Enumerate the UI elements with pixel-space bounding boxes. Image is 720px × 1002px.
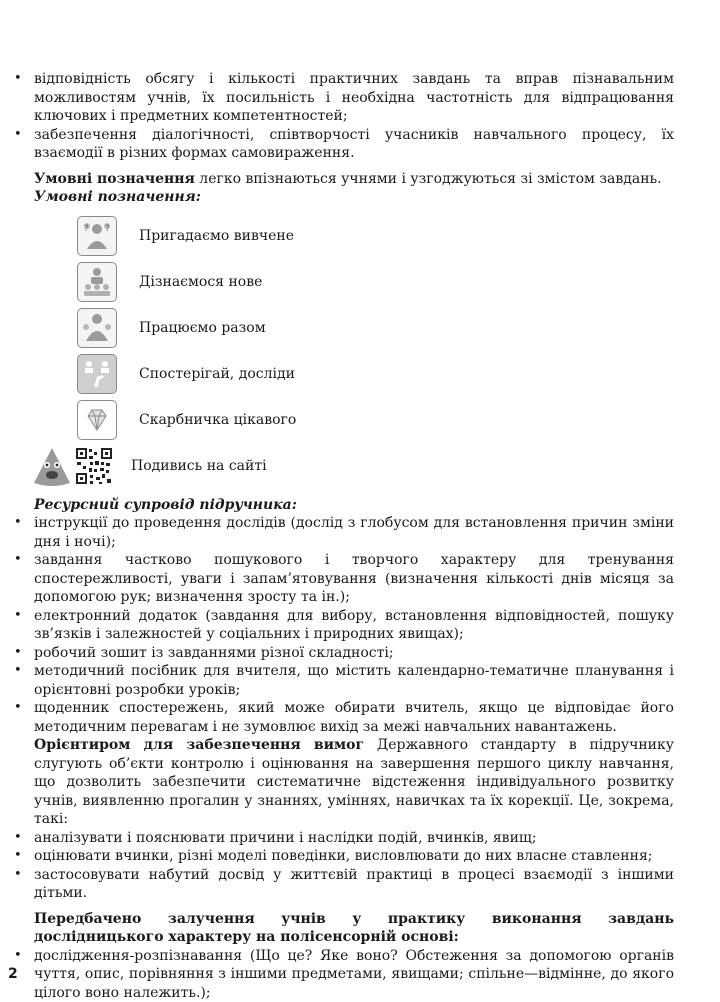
observe-icon bbox=[77, 354, 117, 394]
legend-label: Спостерігай, досліди bbox=[139, 366, 295, 382]
legend-title: Умовні позначення: bbox=[0, 188, 720, 207]
qr-code-icon bbox=[75, 447, 113, 485]
bullet-item: • щоденник спостережень, який може обирати вчитель, якщо це відповідає його методичним перевагам і не зумовлює вихід за межі навчальних навантажень. bbox=[0, 699, 720, 736]
orientation-rest: Державного стандарту в підручнику слугують об’єкти контролю і оцінювання на завершення першого циклу навчання, що дозволить забезпечити систематичне відстеження індивідуального розвитку учнів, виявленню прогалин у знаннях, уміннях, навичках та їх корекції. Це, зокрема, такі: bbox=[34, 737, 674, 827]
orientation-paragraph bbox=[0, 736, 720, 829]
bullet-item: • методичний посібник для вчителя, що містить календарно-тематичне планування і орієнтовні розробки уроків; bbox=[0, 662, 720, 699]
svg-text:?: ? bbox=[105, 224, 110, 234]
bullet-item: • завдання частково пошукового і творчого характеру для тренування спостережливості, уваги і запам’ятовування (визначення кількості днів місяця за допомогою рук; визначення зросту та ін.); bbox=[0, 551, 720, 607]
legend-intro-rest: легко впізнаються учнями і узгоджуються зі змістом завдань. bbox=[195, 171, 662, 187]
legend-label: Подивись на сайті bbox=[131, 458, 267, 474]
legend-list bbox=[77, 213, 720, 489]
bullet-item: • застосовувати набутий досвід у життєвій практиці в процесі взаємодії з іншими дітьми. bbox=[0, 866, 720, 903]
bullet-item: • дослідження-розпізнавання (Що це? Яке воно? Обстеження за допомогою органів чуття, опис, порівняння з іншими предметами, явищами; спільне—відмінне, до якого цілого воно належить.); bbox=[0, 947, 720, 1002]
bullet-item: • аналізувати і пояснювати причини і наслідки подій, вчинків, явищ; bbox=[0, 829, 720, 848]
bullet-item: • забезпечення діалогічності, співтворчості учасників навчального процесу, їх взаємодії в різних формах самовираження. bbox=[0, 126, 720, 163]
mascot-icon bbox=[31, 445, 73, 487]
legend-item-learn-new bbox=[77, 259, 720, 305]
diamond-icon bbox=[77, 400, 117, 440]
legend-label: Дізнаємося нове bbox=[139, 274, 262, 290]
legend-label: Скарбничка цікавого bbox=[139, 412, 296, 428]
bullet-item: • оцінювати вчинки, різні моделі поведінки, висловлювати до них власне ставлення; bbox=[0, 847, 720, 866]
orientation-bold: Орієнтиром для забезпечення вимог bbox=[34, 737, 364, 753]
recall-icon bbox=[77, 216, 117, 256]
legend-label: Працюємо разом bbox=[139, 320, 266, 336]
bullet-item: • відповідність обсягу і кількості практичних завдань та вправ пізнавальним можливостям учнів, їх посильність і необхідна частотність для відпрацювання ключових і предметних компетентностей; bbox=[0, 70, 720, 126]
learn-new-icon bbox=[77, 262, 117, 302]
bullet-item: • робочий зошит із завданнями різної складності; bbox=[0, 644, 720, 663]
resources-heading: Ресурсний супровід підручника: bbox=[0, 496, 720, 515]
page-number: 2 bbox=[8, 966, 18, 982]
legend-item-treasury bbox=[77, 397, 720, 443]
bullet-item: • інструкції до проведення дослідів (дослід з глобусом для встановлення причин зміни дня і ночі); bbox=[0, 514, 720, 551]
legend-item-work-together bbox=[77, 305, 720, 351]
svg-text:?: ? bbox=[84, 224, 89, 234]
legend-intro-bold: Умовні позначення bbox=[34, 171, 195, 187]
bullet-item: • електронний додаток (завдання для вибору, встановлення відповідностей, пошуку зв’язків і залежностей у соціальних і природних явищах); bbox=[0, 607, 720, 644]
legend-item-website bbox=[77, 443, 720, 489]
legend-label: Пригадаємо вивчене bbox=[139, 228, 294, 244]
legend-intro bbox=[0, 170, 720, 189]
legend-item-recall bbox=[77, 213, 720, 259]
work-together-icon bbox=[77, 308, 117, 348]
involvement-heading: Передбачено залучення учнів у практику виконання завдань дослідницького характеру на полісенсорній основі: bbox=[0, 910, 720, 947]
site-icons bbox=[31, 445, 117, 487]
page-content bbox=[0, 70, 720, 1002]
legend-item-observe bbox=[77, 351, 720, 397]
